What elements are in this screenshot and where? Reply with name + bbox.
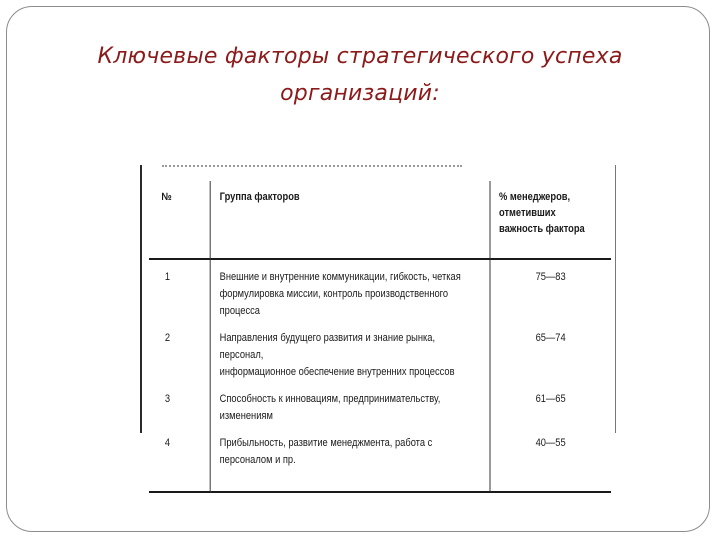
- table-row: [149, 433, 611, 492]
- row-num: 1: [149, 259, 210, 328]
- row-pct: 40—55: [490, 433, 611, 492]
- header-pct-line-1: % менеджеров,: [499, 191, 571, 203]
- header-group: Группа факторов: [210, 181, 489, 259]
- row-pct: 65—74: [535, 332, 566, 344]
- slide-title-line-2: организаций:: [280, 81, 440, 106]
- header-num: №: [149, 181, 210, 259]
- row-group-line-1: Внешние и внутренние коммуникации, гибкость, четкая: [219, 271, 461, 283]
- table-row: [149, 328, 611, 389]
- table-row: [149, 259, 611, 328]
- header-pct: [490, 181, 611, 259]
- row-group: [210, 259, 489, 328]
- row-num: 2: [149, 328, 210, 389]
- row-pct: 61—65: [535, 393, 566, 405]
- table-row: [149, 389, 611, 433]
- slide-title-line-1: Ключевые факторы стратегического успеха: [97, 44, 623, 69]
- header-pct-line-2: отметивших: [499, 207, 556, 219]
- table-header-row: [149, 181, 611, 259]
- row-num: 4: [149, 433, 210, 492]
- row-group-line-2: информационное обеспечение внутренних процессов: [219, 366, 455, 378]
- row-pct: 75—83: [535, 271, 566, 283]
- row-group-line-2: формулировка миссии, контроль производственного процесса: [219, 288, 449, 317]
- slide-title: [60, 38, 660, 112]
- scan-caption-artifact: [162, 165, 462, 172]
- row-group: [210, 328, 489, 389]
- row-num: 3: [149, 389, 210, 433]
- row-group: [210, 433, 489, 492]
- row-group: [210, 389, 489, 433]
- row-group-line-1: Прибыльность, развитие менеджмента, работа с персоналом и пр.: [219, 437, 433, 466]
- row-group-line-1: Направления будущего развития и знание рынка, персонал,: [219, 332, 436, 361]
- row-group-line-1: Способность к инновациям, предпринимательству, изменениям: [219, 393, 441, 422]
- scanned-table-image: [140, 165, 616, 466]
- header-pct-line-3: важность фактора: [499, 223, 585, 235]
- factors-table: [149, 181, 611, 493]
